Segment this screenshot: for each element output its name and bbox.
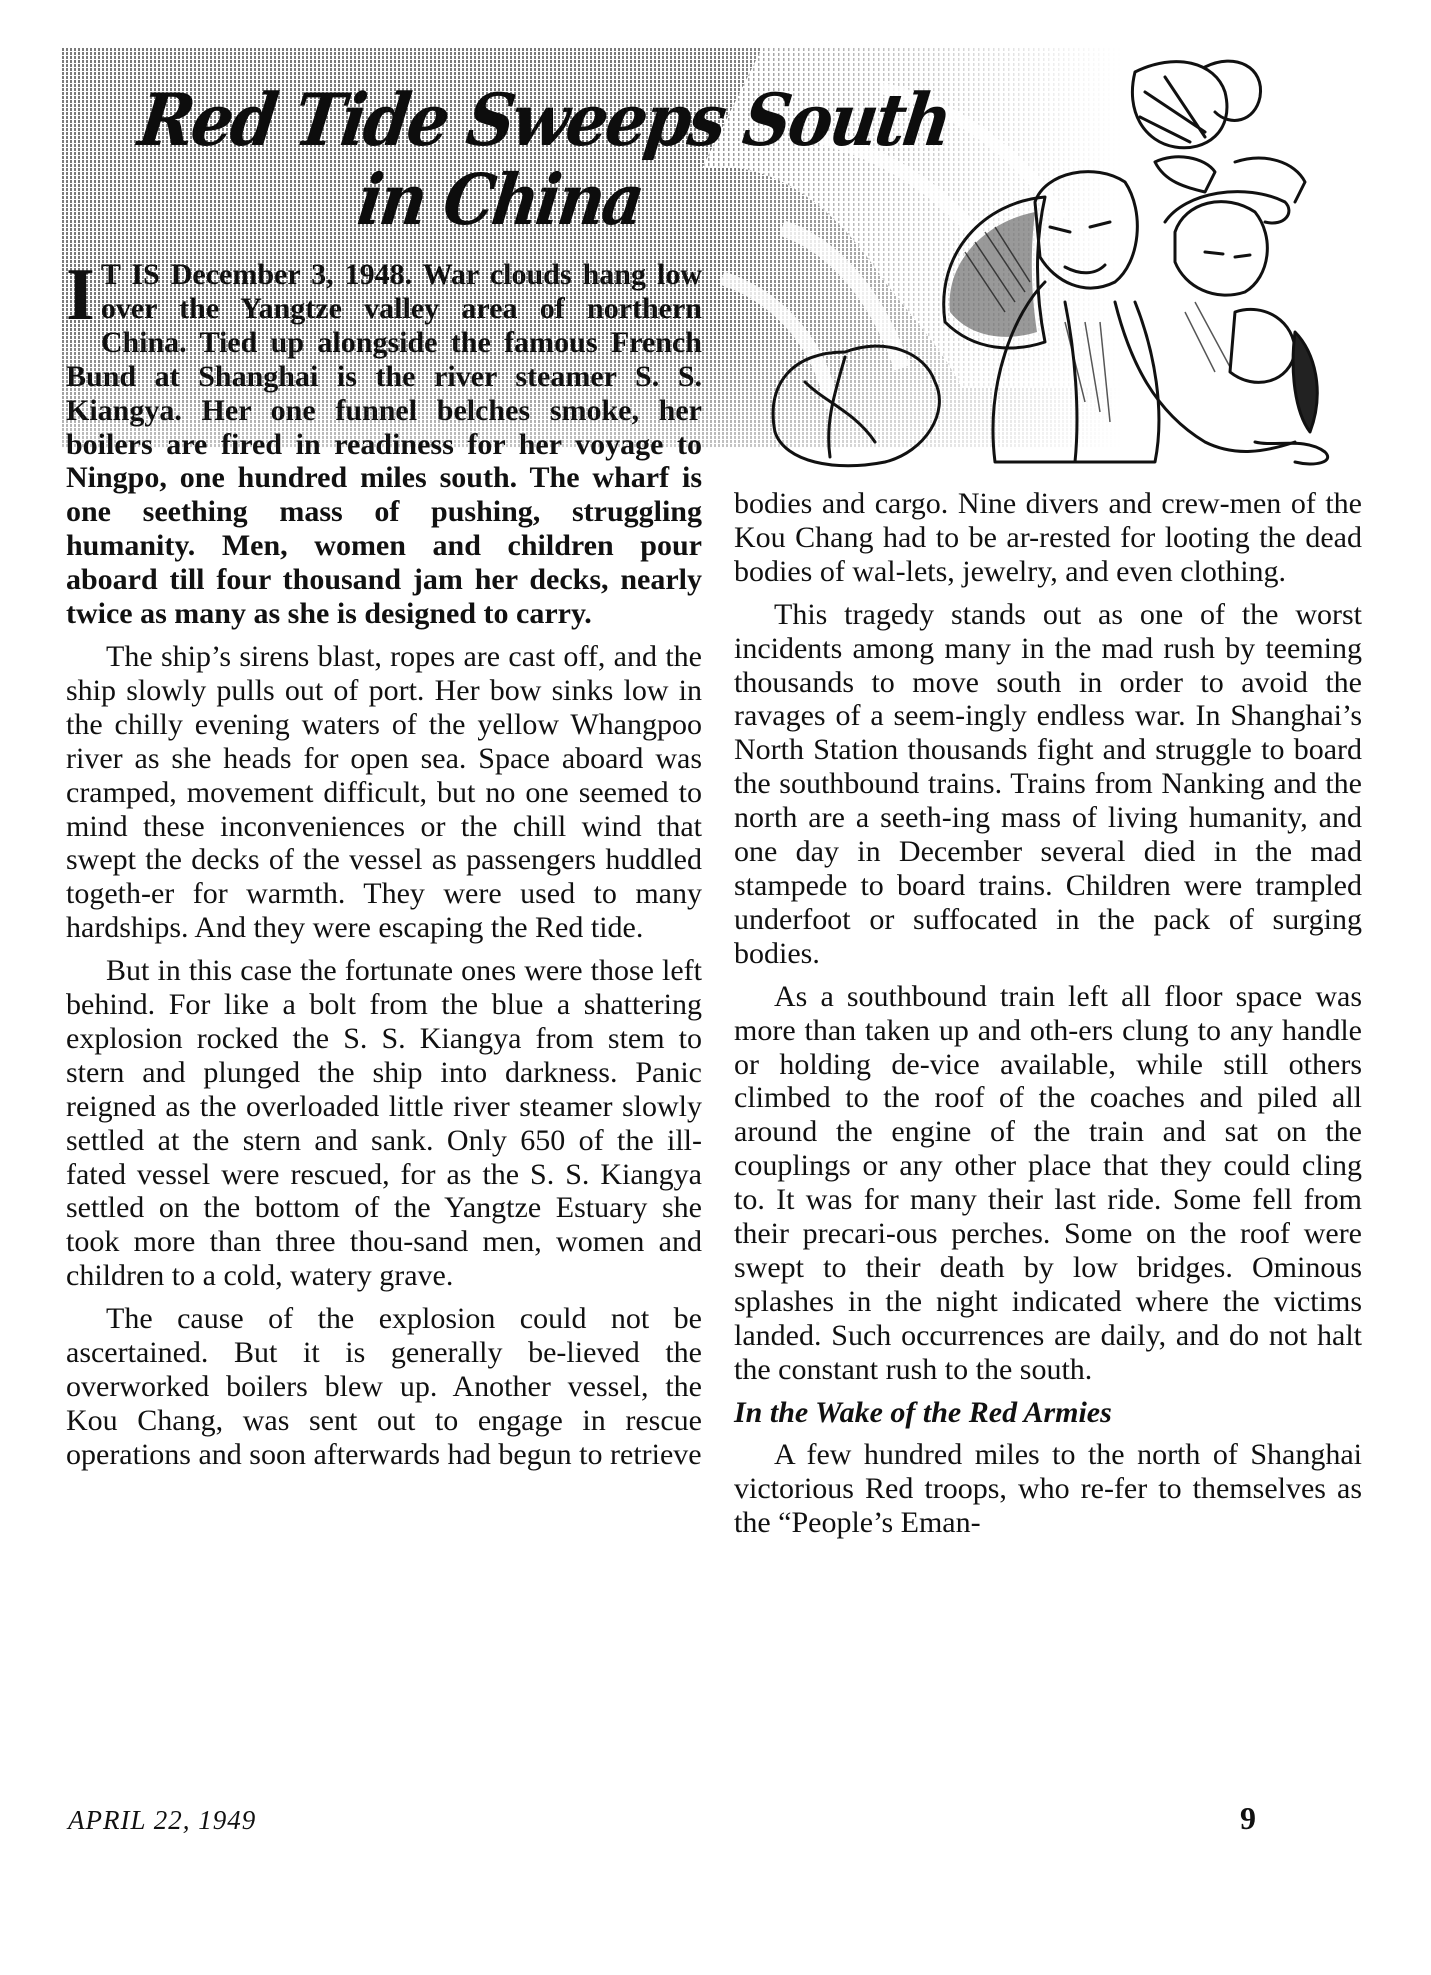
paragraph: This tragedy stands out as one of the worst incidents among many in the mad rush by teeming thousands to move south in order to avoid the ravages of a seem-ingly endless war. In Shanghai’s North Station thousands fight and struggle to board the southbound trains. Trains from Nanking and the north are a seeth-ing mass of living humanity, and one day in December several died in the mad stampede to board trains. Children were trampled underfoot or suffocated in the pack of surging bodies.	[734, 597, 1362, 970]
drop-cap: I	[66, 254, 95, 336]
article-column-left	[66, 254, 702, 1481]
refugees-illustration	[735, 52, 1365, 472]
article-column-right	[734, 487, 1362, 1549]
page-number: 9	[1240, 1800, 1256, 1836]
lead-paragraph	[66, 254, 702, 631]
paragraph: A few hundred miles to the north of Shanghai victorious Red troops, who re-fer to themselves as the “People’s Eman-	[734, 1438, 1362, 1540]
paragraph: But in this case the fortunate ones were those left behind. For like a bolt from the blue a shattering explosion rocked the S. S. Kiangya from stem to stern and plunged the ship into darkness. Panic reigned as the overloaded little river steamer slowly settled at the stern and sank. Only 650 of the ill-fated vessel were rescued, for as the S. S. Kiangya settled on the bottom of the Yangtze Estuary she took more than three thou-sand men, women and children to a cold, watery grave.	[66, 954, 702, 1293]
paragraph: The cause of the explosion could not be ascertained. But it is generally be-lieved the overworked boilers blew up. Another vessel, the Kou Chang, was sent out to engage in rescue operations and soon afterwards had begun to retrieve	[66, 1302, 702, 1471]
paragraph: The ship’s sirens blast, ropes are cast off, and the ship slowly pulls out of port. Her bow sinks low in the chilly evening waters of the yellow Whangpoo river as she heads for open sea. Space aboard was cramped, movement difficult, but no one seemed to mind these inconveniences or the chill wind that swept the decks of the vessel as passengers huddled togeth-er for warmth. They were used to many hardships. And they were escaping the Red tide.	[66, 639, 702, 945]
refugees-drawing	[735, 52, 1365, 472]
title-line-1: Red Tide Sweeps South	[134, 77, 955, 162]
lead-paragraph-text: T IS December 3, 1948. War clouds hang low over the Yangtze valley area of northern China. Tied up alongside the famous French Bund at Shanghai is the river steamer S. S. Kiangya. Her one funnel belches smoke, her boilers are fired in readiness for her voyage to Ningpo, one hundred miles south. The wharf is one seething mass of pushing, struggling humanity. Men, women and children pour aboard till four thousand jam her decks, nearly twice as many as she is designed to carry.	[66, 258, 702, 631]
paragraph: As a southbound train left all floor space was more than taken up and oth-ers clung to any handle or holding de-vice available, while still others climbed to the roof of the coaches and piled all around the engine of the train and sat on the couplings or any other place that they could cling to. It was for many their last ride. Some fell from their precari-ous perches. Some on the roof were swept to their death by low bridges. Ominous splashes in the night indicated where the victims landed. Such occurrences are daily, and do not halt the constant rush to the south.	[734, 979, 1362, 1386]
paragraph-continuation: bodies and cargo. Nine divers and crew-men of the Kou Chang had to be ar-rested for looting the dead bodies of wal-lets, jewelry, and even clothing.	[734, 487, 1362, 588]
section-subheading: In the Wake of the Red Armies	[734, 1395, 1112, 1429]
title-line-2: in China	[353, 158, 647, 241]
issue-date: APRIL 22, 1949	[68, 1805, 257, 1835]
